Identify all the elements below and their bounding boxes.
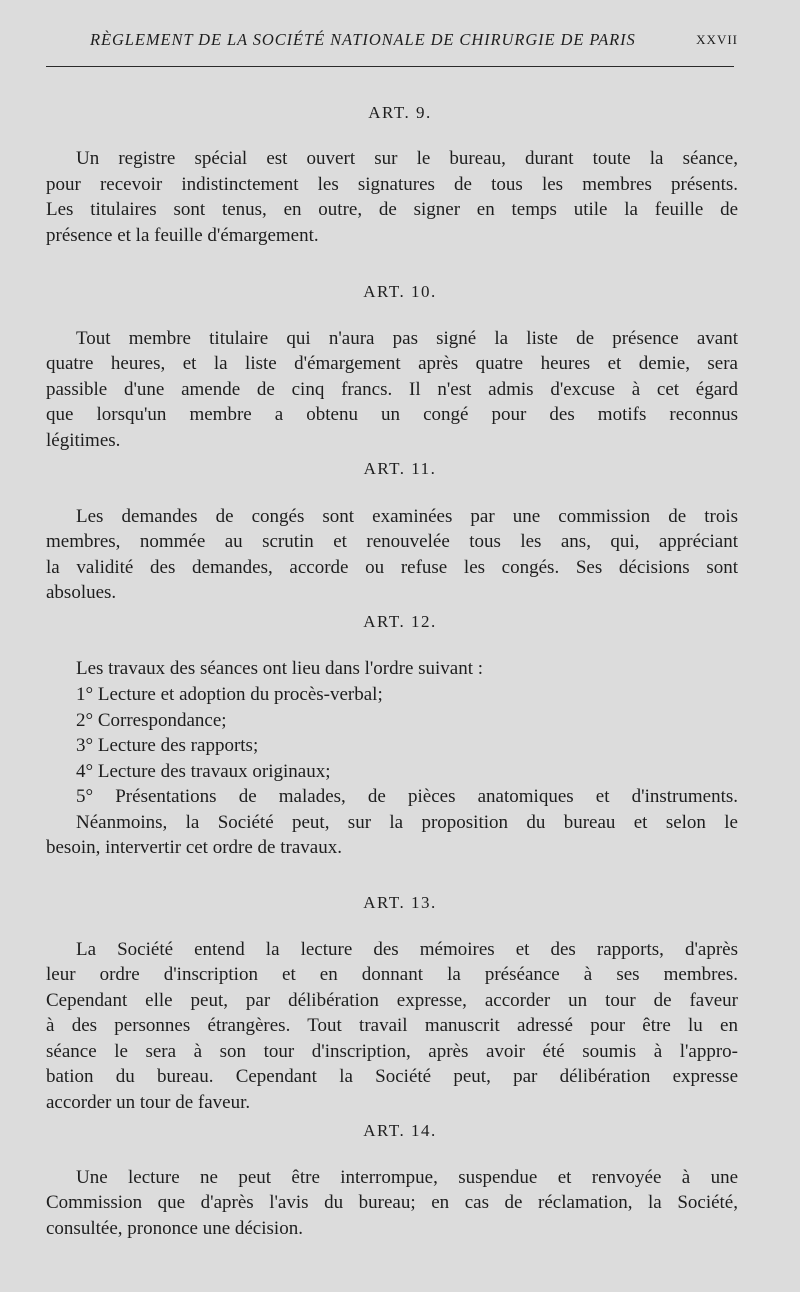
header-title: RÈGLEMENT DE LA SOCIÉTÉ NATIONALE DE CHIRURGIE DE PARIS (90, 30, 636, 49)
article-13-line-7: accorder un tour de faveur. (46, 1092, 251, 1113)
article-10-line-3: passible d'une amende de cinq francs. Il n'est admis d'excuse à cet égard (46, 379, 738, 400)
article-11-heading: ART. 11. (363, 459, 437, 478)
article-10-line-5: légitimes. (46, 430, 121, 451)
article-13-line-4: à des personnes étrangères. Tout travail manuscrit adressé pour être lu en (46, 1015, 738, 1036)
article-10-line-1: Tout membre titulaire qui n'aura pas signé la liste de présence avant (76, 328, 738, 349)
article-9-heading: ART. 9. (368, 103, 432, 122)
article-12-item-1: 1° Lecture et adoption du procès-verbal; (76, 684, 383, 705)
article-10-line-2: quatre heures, et la liste d'émargement après quatre heures et demie, sera (46, 353, 738, 374)
article-12-intro: Les travaux des séances ont lieu dans l'ordre suivant : (76, 658, 484, 679)
article-13-line-6: bation du bureau. Cependant la Société peut, par délibération expresse (46, 1066, 738, 1087)
article-12-item-2: 2° Correspondance; (76, 710, 227, 731)
article-9-line-2: pour recevoir indistinctement les signatures de tous les membres présents. (46, 174, 738, 195)
article-14-line-1: Une lecture ne peut être interrompue, suspendue et renvoyée à une (76, 1167, 738, 1188)
article-11-line-3: la validité des demandes, accorde ou refuse les congés. Ses décisions sont (46, 557, 738, 578)
article-13-heading: ART. 13. (363, 893, 437, 912)
running-header (46, 30, 736, 54)
article-11-line-4: absolues. (46, 582, 117, 603)
article-13-line-5: séance le sera à son tour d'inscription, après avoir été soumis à l'appro- (46, 1041, 738, 1062)
article-11-line-2: membres, nommée au scrutin et renouvelée tous les ans, qui, appréciant (46, 531, 738, 552)
article-14-heading: ART. 14. (363, 1121, 437, 1140)
article-14-line-2: Commission que d'après l'avis du bureau; en cas de réclamation, la Société, (46, 1192, 738, 1213)
article-10-heading: ART. 10. (363, 282, 437, 301)
header-rule (46, 66, 734, 67)
article-13-line-2: leur ordre d'inscription et en donnant la préséance à ses membres. (46, 964, 738, 985)
page-number: XXVII (696, 32, 738, 47)
article-12-line-8: besoin, intervertir cet ordre de travaux. (46, 837, 342, 858)
article-9-line-1: Un registre spécial est ouvert sur le bureau, durant toute la séance, (76, 148, 738, 169)
article-13-line-3: Cependant elle peut, par délibération expresse, accorder un tour de faveur (46, 990, 738, 1011)
article-9-line-4: présence et la feuille d'émargement. (46, 225, 319, 246)
article-10-line-4: que lorsqu'un membre a obtenu un congé pour des motifs reconnus (46, 404, 738, 425)
article-12-item-3: 3° Lecture des rapports; (76, 735, 259, 756)
article-12-line-7: Néanmoins, la Société peut, sur la proposition du bureau et selon le (76, 812, 738, 833)
article-12-heading: ART. 12. (363, 612, 437, 631)
article-12-item-5: 5° Présentations de malades, de pièces anatomiques et d'instruments. (76, 786, 738, 807)
article-9-line-3: Les titulaires sont tenus, en outre, de signer en temps utile la feuille de (46, 199, 738, 220)
article-14-line-3: consultée, prononce une décision. (46, 1218, 303, 1239)
article-12-item-4: 4° Lecture des travaux originaux; (76, 761, 331, 782)
article-11-line-1: Les demandes de congés sont examinées par une commission de trois (76, 506, 738, 527)
article-13-line-1: La Société entend la lecture des mémoires et des rapports, d'après (76, 939, 738, 960)
